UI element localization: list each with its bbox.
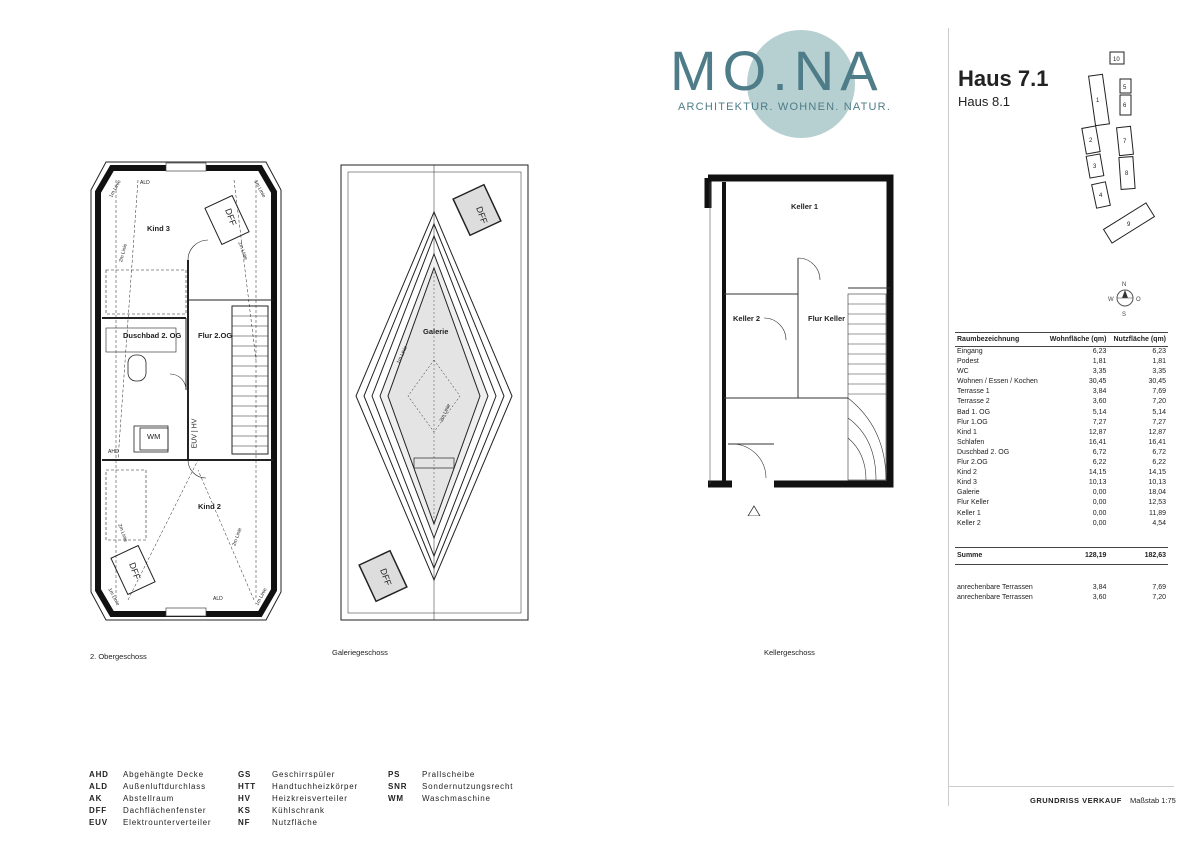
note-ald-bottom: ALD [213, 596, 223, 602]
table-cell-nutz: 7,27 [1152, 418, 1166, 426]
footer-scale: Maßstab 1:75 [1130, 796, 1176, 805]
site-house-5: 5 [1123, 85, 1127, 91]
caption-2og: 2. Obergeschoss [90, 652, 147, 661]
site-house-8: 8 [1125, 171, 1129, 177]
legend-item: AHD Abgehängte Decke [89, 770, 204, 779]
table-row [955, 428, 1168, 438]
table-cell-wohn: 3,60 [1092, 593, 1107, 601]
site-house-1: 1 [1096, 98, 1100, 104]
note-1m-linie-a: 1m Linie [108, 179, 123, 199]
table-cell-name: Kind 3 [957, 479, 977, 487]
note-2m-linie-c: 2m Linie [116, 523, 129, 543]
table-row [955, 377, 1168, 387]
table-cell-name: Duschbad 2. OG [957, 448, 1010, 456]
table-cell-wohn: 16,41 [1088, 438, 1107, 446]
svg-text:O: O [1136, 297, 1141, 303]
footer-label: GRUNDRISS VERKAUF [1030, 796, 1122, 805]
legend-item: HV Heizkreisverteiler [238, 794, 348, 803]
legend-item: SNR Sondernutzungsrecht [388, 782, 514, 791]
room-keller2: Keller 2 [733, 314, 761, 323]
table-cell-nutz: 12,87 [1148, 428, 1166, 436]
floorplan-galerie [340, 164, 530, 622]
note-ald-top: ALD [140, 180, 150, 186]
compass-icon [1100, 278, 1150, 322]
table-cell-name: Galerie [957, 489, 980, 497]
table-cell-name: Wohnen / Essen / Kochen [957, 378, 1038, 386]
note-2m-linie-a: 2m Linie [118, 243, 129, 263]
table-cell-nutz: 7,20 [1152, 593, 1166, 601]
table-row [955, 387, 1168, 397]
table-cell-name: anrechenbare Terrassen [957, 593, 1033, 601]
room-galerie: Galerie [423, 327, 449, 336]
table-row [955, 438, 1168, 448]
room-flur-keller: Flur Keller [808, 314, 846, 323]
table-row [955, 593, 1168, 603]
site-house-2: 2 [1089, 138, 1093, 144]
table-row [955, 519, 1168, 529]
legend-item: GS Geschirrspüler [238, 770, 336, 779]
table-row [955, 583, 1168, 593]
note-galerie-dff-1: DFF [474, 205, 490, 225]
table-cell-wohn: 14,15 [1088, 469, 1107, 477]
col-wohnflaeche: Wohnfläche (qm) [1044, 333, 1108, 347]
table-cell-wohn: 0,00 [1092, 489, 1107, 497]
legend-col-1 [89, 770, 211, 830]
table-cell-nutz: 16,41 [1148, 438, 1166, 446]
table-cell-name: Terrasse 2 [957, 398, 990, 406]
table-row [955, 468, 1168, 478]
legend-col-3 [388, 770, 513, 806]
table-cell-name: Eingang [957, 348, 983, 355]
table-row [955, 498, 1168, 508]
col-nutzflaeche: Nutzfläche (qm) [1108, 333, 1168, 347]
table-row [955, 347, 1168, 358]
caption-galerie: Galeriegeschoss [332, 648, 388, 657]
table-cell-name: Kind 2 [957, 469, 977, 477]
table-cell-wohn: 3,84 [1092, 583, 1107, 591]
table-cell-wohn: 10,13 [1088, 479, 1107, 487]
table-cell-wohn: 12,87 [1088, 428, 1107, 436]
site-house-7: 7 [1123, 139, 1127, 145]
note-1m-linie-b: 1m Linie [252, 179, 267, 199]
logo-tagline: ARCHITEKTUR. WOHNEN. NATUR. [678, 101, 892, 113]
table-cell-name: Summe [955, 547, 1044, 564]
room-kind2: Kind 2 [198, 502, 221, 511]
table-row [955, 397, 1168, 407]
site-house-9: 9 [1127, 222, 1131, 228]
table-cell-nutz: 18,04 [1148, 489, 1166, 497]
table-cell-name: Bad 1. OG [957, 408, 991, 416]
table-row [955, 448, 1168, 458]
table-cell-name: Podest [957, 358, 979, 366]
house-subtitle: Haus 8.1 [958, 94, 1011, 109]
legend-item: PS Prallscheibe [388, 770, 476, 779]
note-euv-hv: EUV | HV [191, 418, 199, 449]
note-ahd: AHD [108, 449, 119, 455]
table-cell-nutz: 7,20 [1152, 398, 1166, 406]
table-cell-wohn: 0,00 [1092, 509, 1107, 517]
table-cell-nutz: 11,89 [1149, 509, 1166, 517]
table-cell-nutz: 12,53 [1148, 499, 1166, 507]
legend-item: HTT Handtuchheizkörper [238, 782, 358, 791]
table-cell-wohn: 128,19 [1044, 547, 1108, 564]
panel-divider [948, 28, 949, 806]
table-cell-nutz: 10,13 [1148, 479, 1166, 487]
note-2m-linie-b: 2m Linie [236, 241, 249, 261]
table-cell-wohn: 5,14 [1092, 408, 1107, 416]
table-cell-nutz: 14,15 [1148, 469, 1166, 477]
table-cell-wohn: 6,23 [1092, 348, 1107, 355]
table-cell-name: Flur Keller [957, 499, 989, 507]
site-house-4: 4 [1099, 193, 1103, 199]
caption-keller: Kellergeschoss [764, 648, 815, 657]
note-galerie-2m: 2m Linie [438, 403, 453, 423]
table-cell-wohn: 3,35 [1092, 368, 1107, 376]
table-cell-wohn: 6,22 [1092, 459, 1107, 467]
note-dff-2: DFF [127, 561, 143, 581]
table-cell-wohn: 0,00 [1092, 499, 1107, 507]
legend-item: ALD Außenluftdurchlass [89, 782, 206, 791]
site-house-10: 10 [1113, 57, 1120, 63]
legend-item: NF Nutzfläche [238, 818, 318, 827]
table-cell-nutz: 182,63 [1108, 547, 1168, 564]
table-cell-nutz: 4,54 [1152, 519, 1166, 527]
table-row [955, 478, 1168, 488]
table-cell-name: anrechenbare Terrassen [957, 583, 1033, 591]
table-cell-nutz: 7,69 [1152, 388, 1166, 396]
table-row [955, 408, 1168, 418]
table-sum-row [955, 547, 1168, 564]
site-house-3: 3 [1093, 164, 1097, 170]
table-cell-nutz: 6,23 [1152, 348, 1166, 355]
note-galerie-1m: 1m Linie [395, 345, 410, 365]
table-cell-nutz: 7,69 [1152, 583, 1166, 591]
legend-item: EUV Elektrounterverteiler [89, 818, 212, 827]
col-room: Raumbezeichnung [955, 333, 1044, 347]
table-cell-name: WC [957, 368, 969, 376]
logo: MO.NA [670, 39, 884, 102]
table-row [955, 458, 1168, 468]
legend-item: AK Abstellraum [89, 794, 175, 803]
floorplan-2og [88, 160, 284, 622]
table-cell-wohn: 7,27 [1092, 418, 1107, 426]
table-cell-wohn: 30,45 [1088, 378, 1107, 386]
svg-text:S: S [1122, 312, 1127, 318]
table-cell-wohn: 1,81 [1092, 358, 1107, 366]
legend-item: DFF Dachflächenfenster [89, 806, 207, 815]
table-cell-wohn: 6,72 [1092, 448, 1107, 456]
table-cell-name: Flur 2.OG [957, 459, 988, 467]
table-cell-name: Keller 2 [957, 519, 981, 527]
svg-text:N: N [1122, 282, 1127, 288]
table-cell-nutz: 5,14 [1152, 408, 1166, 416]
table-cell-name: Schlafen [957, 438, 985, 446]
table-cell-nutz: 3,35 [1152, 368, 1166, 376]
note-1m-linie-d: 1m Linie [254, 587, 269, 607]
table-cell-name: Kind 1 [957, 428, 977, 436]
room-duschbad-2og: Duschbad 2. OG [123, 331, 182, 340]
house-title: Haus 7.1 [958, 66, 1049, 91]
room-kind3: Kind 3 [147, 224, 170, 233]
note-1m-linie-c: 1m Linie [106, 587, 121, 607]
table-cell-nutz: 6,22 [1152, 459, 1166, 467]
table-cell-nutz: 1,81 [1152, 358, 1166, 366]
footer-divider [948, 786, 1174, 787]
floorplan-keller [700, 168, 900, 516]
room-keller1: Keller 1 [791, 202, 819, 211]
table-cell-wohn: 3,84 [1092, 388, 1107, 396]
table-row [955, 418, 1168, 428]
legend-item: WM Waschmaschine [388, 794, 491, 803]
note-2m-linie-d: 2m Linie [231, 527, 244, 547]
note-galerie-dff-2: DFF [378, 567, 394, 587]
svg-text:W: W [1108, 297, 1114, 303]
table-cell-nutz: 30,45 [1148, 378, 1166, 386]
table-cell-name: Terrasse 1 [957, 388, 990, 396]
room-flur-2og: Flur 2.OG [198, 331, 233, 340]
wm-label: WM [147, 432, 161, 441]
table-row [955, 488, 1168, 498]
site-house-6: 6 [1123, 103, 1127, 109]
table-cell-name: Keller 1 [957, 509, 981, 517]
table-row [955, 509, 1168, 519]
table-row [955, 367, 1168, 377]
table-cell-wohn: 0,00 [1092, 519, 1107, 527]
site-plan [1070, 45, 1180, 250]
room-area-table [955, 332, 1168, 603]
table-cell-nutz: 6,72 [1152, 448, 1166, 456]
table-row [955, 357, 1168, 367]
legend-col-2 [238, 770, 358, 830]
table-cell-name: Flur 1.OG [957, 418, 988, 426]
legend-item: KS Kühlschrank [238, 806, 325, 815]
table-cell-wohn: 3,60 [1092, 398, 1107, 406]
note-dff-1: DFF [223, 207, 239, 227]
